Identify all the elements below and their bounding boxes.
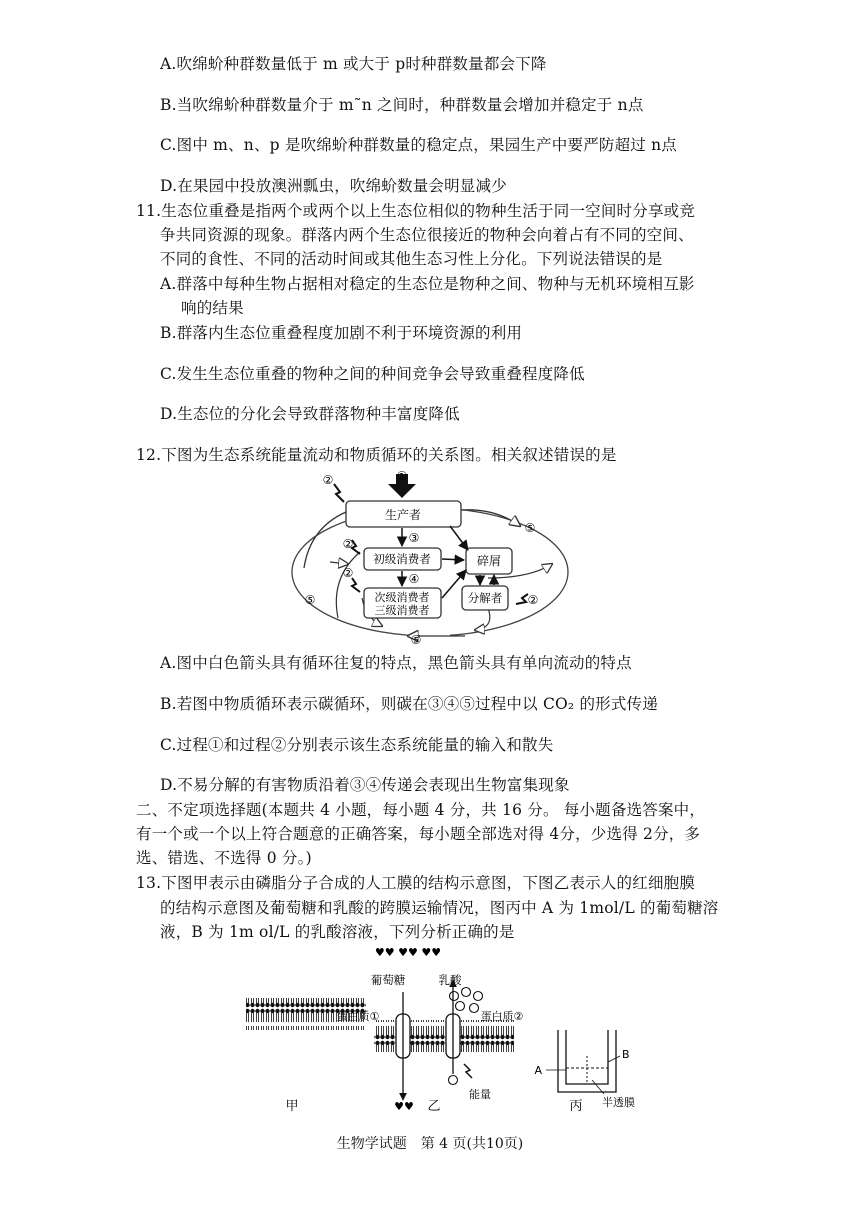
section-2-line-2: 有一个或一个以上符合题意的正确答案，每小题全部选对得 4分，少选得 2分，多 xyxy=(136,825,701,843)
q10-option-d: D.在果园中投放澳洲瓢虫，吹绵蚧数量会明显减少 xyxy=(160,177,507,195)
protein-2-label: 蛋白质② xyxy=(480,1010,524,1023)
label-5-bottom: ⑤ xyxy=(410,633,422,647)
q10-option-a: A.吹绵蚧种群数量低于 m 或大于 p时种群数量都会下降 xyxy=(160,55,547,73)
semipermeable-membrane-label: 半透膜 xyxy=(602,1096,635,1109)
producer-label: 生产者 xyxy=(384,508,422,522)
rbc-membrane-yi xyxy=(374,1020,514,1052)
detritus-label: 碎屑 xyxy=(476,554,502,568)
tertiary-consumer-label: 三级消费者 xyxy=(374,604,430,617)
q12-stem: 12.下图为生态系统能量流动和物质循环的关系图。相关叙述错误的是 xyxy=(136,446,617,464)
q12-option-a: A.图中白色箭头具有循环往复的特点，黑色箭头具有单向流动的特点 xyxy=(160,654,632,672)
label-b: B xyxy=(622,1048,630,1061)
protein-1-label: 蛋白质① xyxy=(336,1010,380,1023)
label-yi: 乙 xyxy=(427,1099,441,1114)
page-footer: 生物学试题 第 4 页(共10页) xyxy=(336,1136,524,1152)
label-bing: 丙 xyxy=(569,1099,583,1114)
energy-matter-cycle-diagram xyxy=(290,468,580,650)
glucose-molecules-top: ♥♥ ♥♥ ♥♥ xyxy=(374,946,442,959)
section-2-line-3: 选、错选、不选得 0 分。) xyxy=(136,849,312,867)
q10-option-c: C.图中 m、n、p 是吹绵蚧种群数量的稳定点，果园生产中要严防超过 n点 xyxy=(160,136,678,154)
q11-stem-line-1: 11.生态位重叠是指两个或两个以上生态位相似的物种生活于同一空间时分享或竞 xyxy=(136,202,696,220)
decomposer-label: 分解者 xyxy=(467,591,503,605)
label-3: ③ xyxy=(408,531,420,545)
label-2-decomposer: ② xyxy=(527,593,539,607)
primary-consumer-label: 初级消费者 xyxy=(373,552,431,566)
q13-stem-line-2: 的结构示意图及葡萄糖和乳酸的跨膜运输情况，图丙中 A 为 1mol/L 的葡萄糖溶 xyxy=(160,899,719,917)
label-a: A xyxy=(534,1064,542,1077)
label-2-primary: ② xyxy=(342,537,354,551)
cycle-arrow-top xyxy=(462,510,520,526)
q11-stem-line-2: 争共同资源的现象。群落内两个生态位很接近的物种会向着占有不同的空间、 xyxy=(160,226,694,244)
q11-option-d: D.生态位的分化会导致群落物种丰富度降低 xyxy=(160,405,460,423)
label-2-top: ② xyxy=(322,473,334,487)
section-2-line-1: 二、不定项选择题(本题共 4 小题，每小题 4 分，共 16 分。 每小题备选答案中， xyxy=(136,801,706,819)
lactate-label: 乳酸 xyxy=(438,973,462,987)
q12-option-c: C.过程①和过程②分别表示该生态系统能量的输入和散失 xyxy=(160,736,554,754)
q12-option-b: B.若图中物质循环表示碳循环，则碳在③④⑤过程中以 CO₂ 的形式传递 xyxy=(160,695,658,713)
q11-option-a-line-2: 响的结果 xyxy=(181,299,244,317)
q10-option-b: B.当吹绵蚧种群数量介于 m˜n 之间时，种群数量会增加并稳定于 n点 xyxy=(160,96,644,114)
membrane-transport-figure xyxy=(240,944,660,1124)
label-1: ① xyxy=(396,469,408,483)
q11-option-c: C.发生生态位重叠的物种之间的种间竞争会导致重叠程度降低 xyxy=(160,365,585,383)
label-5-left: ⑤ xyxy=(304,593,316,607)
q11-option-a-line-1: A.群落中每种生物占据相对稳定的生态位是物种之间、物种与无机环境相互影 xyxy=(160,275,695,293)
secondary-consumer-label: 次级消费者 xyxy=(374,591,430,604)
label-jia: 甲 xyxy=(285,1099,299,1114)
q12-option-d: D.不易分解的有害物质沿着③④传递会表现出生物富集现象 xyxy=(160,776,570,794)
q13-stem-line-3: 液，B 为 1m ol/L 的乳酸溶液，下列分析正确的是 xyxy=(160,923,515,941)
energy-label: 能量 xyxy=(469,1088,491,1101)
label-2-secondary: ② xyxy=(342,566,354,580)
q13-stem-line-1: 13.下图甲表示由磷脂分子合成的人工膜的结构示意图，下图乙表示人的红细胞膜 xyxy=(136,874,696,892)
q11-option-b: B.群落内生态位重叠程度加剧不利于环境资源的利用 xyxy=(160,324,523,342)
label-4: ④ xyxy=(408,572,420,586)
q11-stem-line-3: 不同的食性、不同的活动时间或其他生态习性上分化。下列说法错误的是 xyxy=(160,250,663,268)
label-5-right: ⑤ xyxy=(524,521,536,535)
glucose-molecules-bottom: ♥♥ xyxy=(394,1100,414,1113)
glucose-label: 葡萄糖 xyxy=(370,973,406,987)
